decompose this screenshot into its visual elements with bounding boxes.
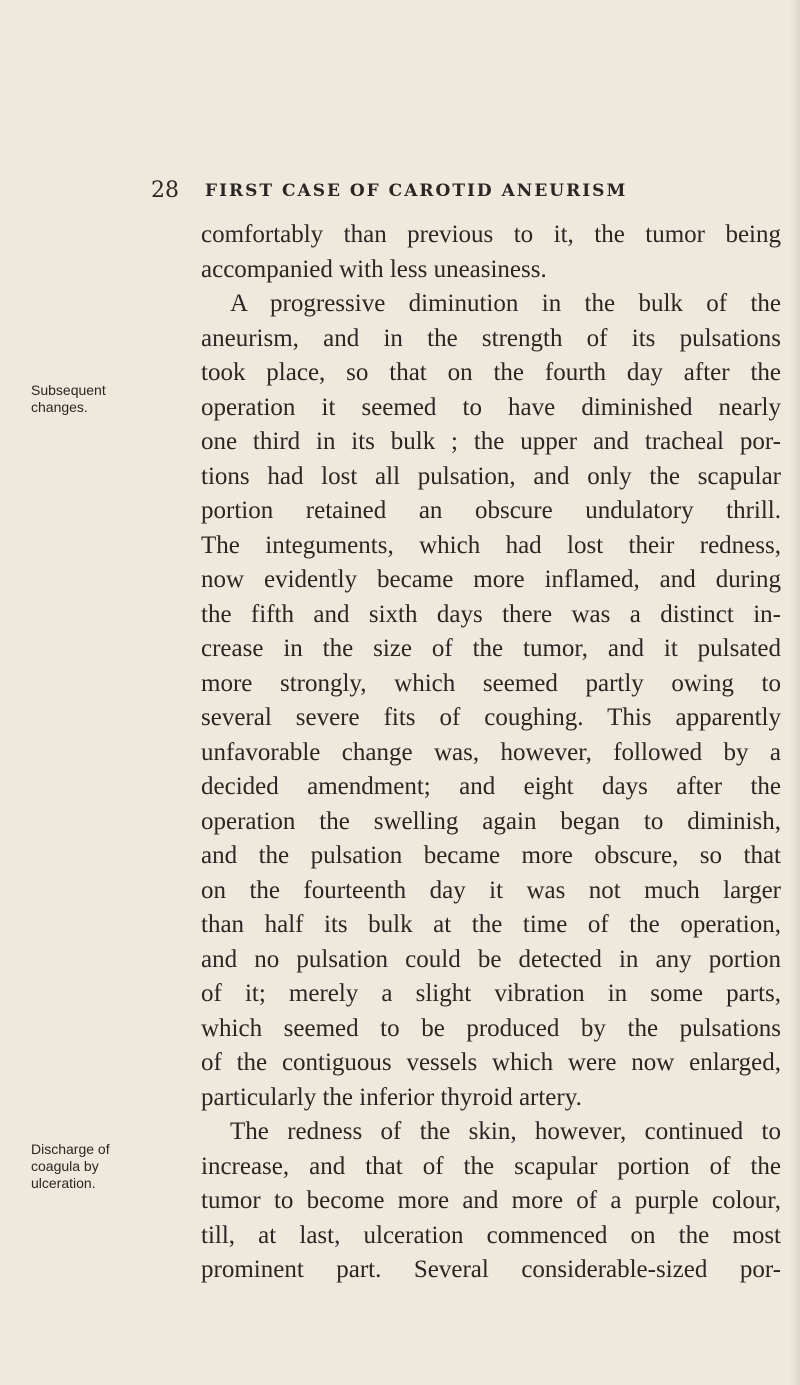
text-line: The redness of the skin, however, continued to <box>230 1118 781 1145</box>
text-line: till, at last, ulceration commenced on the most <box>201 1221 781 1249</box>
text-line: tumor to become more and more of a purple colour, <box>201 1187 781 1214</box>
text-line: portion retained an obscure undulatory thrill. <box>201 497 781 524</box>
text-line: and no pulsation could be detected in any portion <box>201 945 781 973</box>
text-line: comfortably than previous to it, the tumor being <box>201 221 781 248</box>
text-line: prominent part. Several considerable-sized por- <box>201 1256 781 1283</box>
page-edge-shadow <box>790 0 800 1385</box>
text-line: more strongly, which seemed partly owing to <box>201 669 781 697</box>
text-line: decided amendment; and eight days after the <box>201 773 781 800</box>
page-number: 28 <box>151 178 179 203</box>
text-line: than half its bulk at the time of the operation, <box>201 911 781 938</box>
sidenote-discharge-of-coagula <box>31 1141 151 1192</box>
text-line: and the pulsation became more obscure, so that <box>201 842 781 869</box>
text-line: on the fourteenth day it was not much larger <box>201 876 781 904</box>
text-line: A progressive diminution in the bulk of the <box>230 290 781 317</box>
text-line: particularly the inferior thyroid artery. <box>201 1083 582 1111</box>
sidenote-line: ulceration. <box>31 1175 96 1191</box>
sidenote-line: Subsequent <box>31 382 106 398</box>
text-line: the fifth and sixth days there was a distinct in- <box>201 600 781 628</box>
sidenote-line: Discharge of <box>31 1141 110 1157</box>
text-line: aneurism, and in the strength of its pulsations <box>201 324 781 352</box>
text-line: The integuments, which had lost their redness, <box>201 531 781 559</box>
sidenote-subsequent-changes <box>31 382 151 416</box>
text-line: accompanied with less uneasiness. <box>201 255 547 283</box>
text-line: one third in its bulk ; the upper and tracheal por- <box>201 428 781 455</box>
text-line: tions had lost all pulsation, and only the scapular <box>201 462 781 490</box>
text-line: of the contiguous vessels which were now enlarged, <box>201 1049 781 1076</box>
text-line: now evidently became more inflamed, and during <box>201 566 781 593</box>
text-line: several severe fits of coughing. This apparently <box>201 704 781 731</box>
sidenote-line: changes. <box>31 399 88 415</box>
text-line: operation it seemed to have diminished nearly <box>201 393 781 421</box>
text-line: of it; merely a slight vibration in some parts, <box>201 980 781 1007</box>
text-line: took place, so that on the fourth day after the <box>201 359 781 386</box>
body-text <box>201 218 781 1288</box>
sidenote-line: coagula by <box>31 1158 99 1174</box>
running-head: FIRST CASE OF CAROTID ANEURISM <box>205 181 628 201</box>
text-line: crease in the size of the tumor, and it pulsated <box>201 635 781 662</box>
page-header <box>0 176 800 206</box>
text-line: which seemed to be produced by the pulsations <box>201 1014 781 1042</box>
text-line: increase, and that of the scapular portion of the <box>201 1152 781 1180</box>
text-line: operation the swelling again began to diminish, <box>201 807 781 835</box>
text-line: unfavorable change was, however, followed by a <box>201 738 781 766</box>
